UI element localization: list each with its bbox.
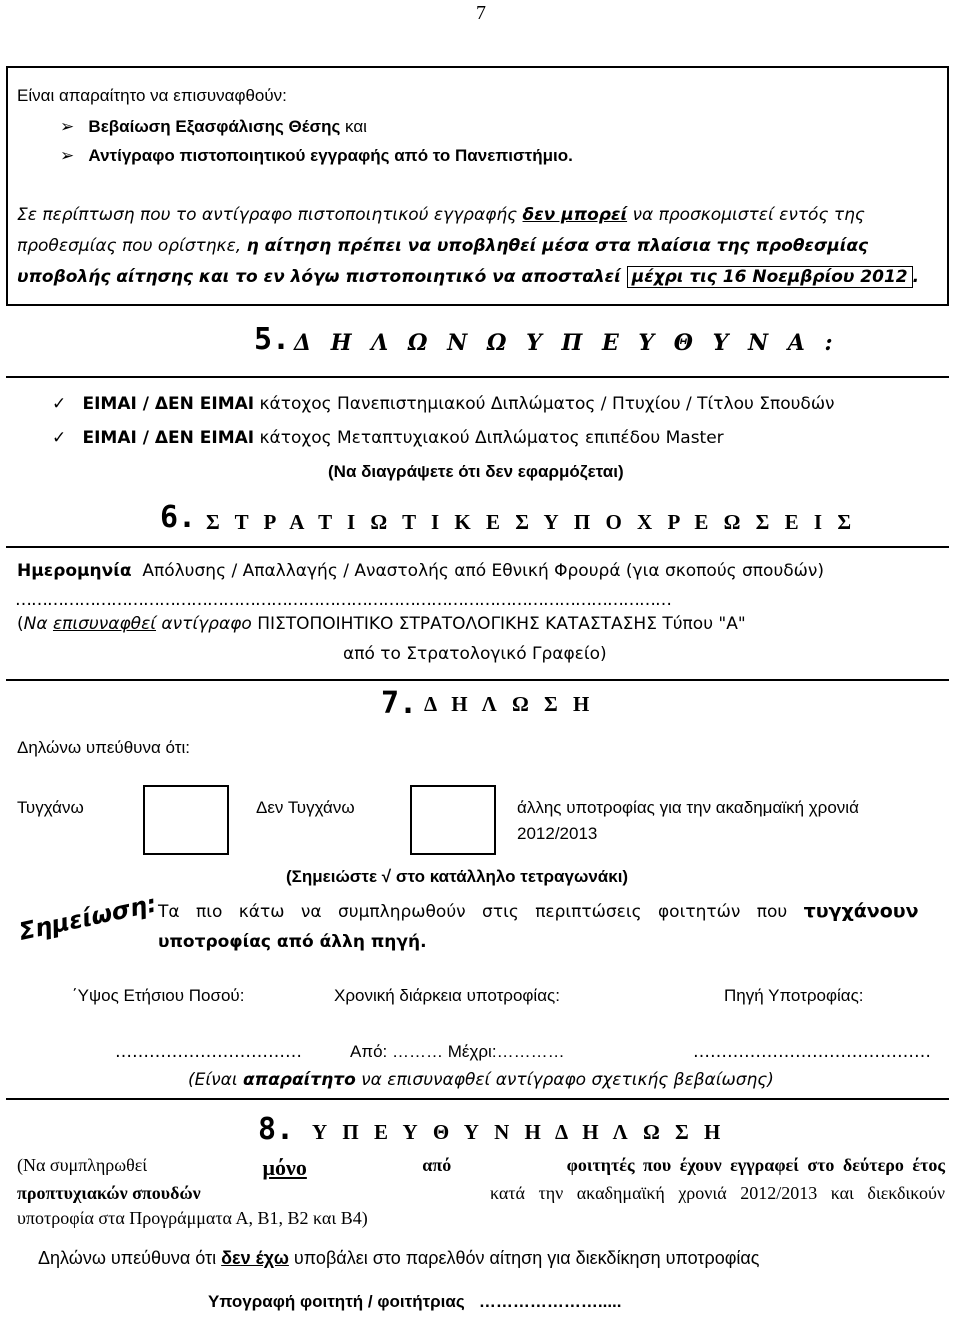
note-word: Σημείωση:	[16, 889, 160, 946]
duration-fields	[350, 1042, 565, 1062]
option-text-2: 2012/2013	[517, 824, 598, 843]
section-8-line-1-justified	[17, 1155, 945, 1181]
military-attach-line-2: από το Στρατολογικό Γραφείο)	[343, 644, 607, 664]
section-7-divider	[6, 679, 949, 681]
option-no-label: Δεν Τυγχάνω	[256, 798, 355, 817]
military-attach-line-1	[17, 614, 746, 634]
declaration-text: Δηλώνω υπεύθυνα ότι	[38, 1248, 222, 1268]
line-text: (Να συμπληρωθεί	[17, 1155, 148, 1175]
attachment-item	[60, 146, 573, 166]
notice-text: να προσκομιστεί εντός της	[627, 205, 865, 225]
section-8-line-3: υποτροφία στα Προγράμματα Α, Β1, Β2 και Β4)	[17, 1208, 368, 1228]
section-7-number: 7.	[381, 686, 418, 721]
military-date-dots: ……………………………………………………………………………………………………………	[15, 590, 671, 610]
attach-text: αντίγραφο	[156, 614, 258, 634]
section-7-attach-note	[188, 1070, 774, 1090]
arrow-bullet-icon: ➢	[60, 146, 75, 165]
section-8-line-1	[17, 1155, 945, 1181]
notice-emphasis: δεν μπορεί	[522, 205, 628, 225]
attach-text: (	[17, 614, 24, 634]
attach-emphasis: απαραίτητο	[242, 1070, 356, 1090]
to-dots[interactable]: …………	[496, 1042, 565, 1061]
to-label: Μέχρι:	[447, 1042, 497, 1061]
option-yes-checkbox[interactable]	[143, 785, 229, 855]
source-dots[interactable]: ……………………………………	[693, 1042, 931, 1062]
attach-text: ΠΙΣΤΟΠΟΙΗΤΙΚΟ ΣΤΡΑΤΟΛΟΓΙΚΗΣ ΚΑΤΑΣΤΑΣΗΣ Τύπου "Α"	[257, 614, 746, 634]
military-date-text: Απόλυσης / Απαλλαγής / Αναστολής από Εθνική Φρουρά (για σκοπούς σπουδών)	[142, 561, 825, 581]
checkmark-icon: ✓	[52, 394, 67, 414]
duration-column-label: Χρονική διάρκεια υποτροφίας:	[334, 986, 560, 1005]
attach-text: να επισυναφθεί αντίγραφο σχετικής βεβαίωσης)	[355, 1070, 774, 1090]
notice-line-2	[17, 236, 868, 256]
option-text-justified	[517, 798, 947, 818]
declaration-item	[52, 394, 835, 414]
notice-text: .	[912, 267, 920, 287]
option-no-checkbox[interactable]	[410, 785, 496, 855]
notice-text: υποβολής αίτησης και το εν λόγω πιστοποιητικό να αποσταλεί	[17, 267, 627, 287]
military-date-label: Ημερομηνία	[17, 561, 132, 581]
section-8-number: 8.	[258, 1112, 295, 1147]
note-emphasis: τυγχάνουν	[803, 900, 919, 922]
section-7-title: Δ Η Λ Ω Σ Η	[424, 692, 595, 716]
military-date-line	[17, 561, 947, 581]
section-8-line-2	[17, 1183, 945, 1204]
line-emphasis: προπτυχιακών σπουδών	[17, 1183, 201, 1203]
section-8-line-2-justified	[17, 1183, 945, 1204]
declare-label: Δηλώνω υπεύθυνα ότι:	[17, 738, 190, 757]
line-text: φοιτητές που έχουν εγγραφεί στο δεύτερο έτος	[566, 1155, 945, 1175]
option-text: άλλης υποτροφίας για την ακαδημαϊκή χρονιά	[517, 798, 859, 817]
notice-text: προθεσμίας που ορίστηκε,	[17, 236, 247, 256]
declaration-emphasis: δεν έχω	[221, 1248, 289, 1268]
declaration-rest: κάτοχος Μεταπτυχιακού Διπλώματος επιπέδου Master	[254, 428, 724, 448]
attachment-item-bold: Αντίγραφο πιστοποιητικού εγγραφής από το Πανεπιστήμιο.	[88, 146, 573, 165]
amount-dots[interactable]: ……………………………	[115, 1042, 302, 1062]
note-line-2: υποτροφίας από άλλη πηγή.	[158, 932, 427, 952]
note-line-1	[158, 900, 948, 922]
option-text-1	[517, 798, 947, 818]
page-number: 7	[476, 2, 486, 24]
line-emphasis: μόνο	[262, 1155, 307, 1180]
attach-text: (Είναι	[188, 1070, 243, 1090]
line-text: από	[422, 1155, 452, 1175]
signature-label: Υπογραφή φοιτητή / φοιτήτριας	[208, 1292, 465, 1311]
attachment-item-bold: Βεβαίωση Εξασφάλισης Θέσης	[88, 117, 341, 136]
declaration-bold: ΕΙΜΑΙ / ΔΕΝ ΕΙΜΑΙ	[82, 394, 255, 414]
attach-text: Να	[23, 614, 53, 634]
declaration-rest: κάτοχος Πανεπιστημιακού Διπλώματος / Πτυχίου / Τίτλου Σπουδών	[254, 394, 835, 414]
section-8-title: Υ Π Ε Υ Θ Υ Ν Η Δ Η Λ Ω Σ Η	[312, 1120, 726, 1144]
section-5-number: 5.	[254, 322, 291, 357]
notice-line-1	[17, 205, 865, 225]
section-6-title: Σ Τ Ρ Α Τ Ι Ω Τ Ι Κ Ε Σ Υ Π Ο Χ Ρ Ε Ω Σ Ε Ι Σ	[206, 510, 857, 534]
notice-text: Σε περίπτωση που το αντίγραφο πιστοποιητικού εγγραφής	[17, 205, 523, 225]
section-6-divider	[6, 546, 949, 548]
section-8-declaration	[38, 1248, 759, 1269]
declaration-item	[52, 428, 724, 448]
declaration-text: υποβάλει στο παρελθόν αίτηση για διεκδίκηση υποτροφίας	[288, 1248, 760, 1268]
section-6-number: 6.	[160, 500, 197, 535]
attach-emphasis: επισυναφθεί	[52, 614, 157, 634]
note-text: Τα πιο κάτω να συμπληρωθούν στις περιπτώσεις φοιτητών που	[158, 902, 804, 922]
checkmark-icon: ✓	[52, 428, 67, 448]
signature-field[interactable]: ………………….....	[478, 1292, 622, 1311]
from-label: Από:	[350, 1042, 388, 1061]
section-5-divider	[6, 376, 949, 378]
section-5-note: (Να διαγράψετε ότι δεν εφαρμόζεται)	[328, 462, 624, 481]
attachment-item	[60, 117, 367, 137]
notice-emphasis: η αίτηση πρέπει να υποβληθεί μέσα στα πλαίσια της προθεσμίας	[246, 236, 869, 256]
source-column-label: Πηγή Υποτροφίας:	[724, 986, 864, 1005]
deadline-box: μέχρι τις 16 Νοεμβρίου 2012	[627, 266, 913, 288]
declaration-bold: ΕΙΜΑΙ / ΔΕΝ ΕΙΜΑΙ	[82, 428, 255, 448]
notice-line-3	[17, 267, 919, 287]
signature-line	[208, 1292, 622, 1312]
amount-column-label: ΄Υψος Ετήσιου Ποσού:	[72, 986, 245, 1005]
attachments-title: Είναι απαραίτητο να επισυναφθούν:	[17, 86, 287, 105]
attachment-item-rest: και	[340, 117, 367, 136]
arrow-bullet-icon: ➢	[60, 117, 75, 136]
section-5-title: Δ Η Λ Ω Ν Ω Υ Π Ε Υ Θ Υ Ν Α :	[294, 330, 839, 356]
option-yes-label: Τυγχάνω	[17, 798, 84, 817]
line-text: κατά την ακαδημαϊκή χρονιά 2012/2013 και διεκδικούν	[489, 1183, 945, 1203]
section-8-divider	[6, 1098, 949, 1100]
from-dots[interactable]: ………	[391, 1042, 443, 1061]
tick-note: (Σημειώστε √ στο κατάλληλο τετραγωνάκι)	[286, 867, 629, 886]
